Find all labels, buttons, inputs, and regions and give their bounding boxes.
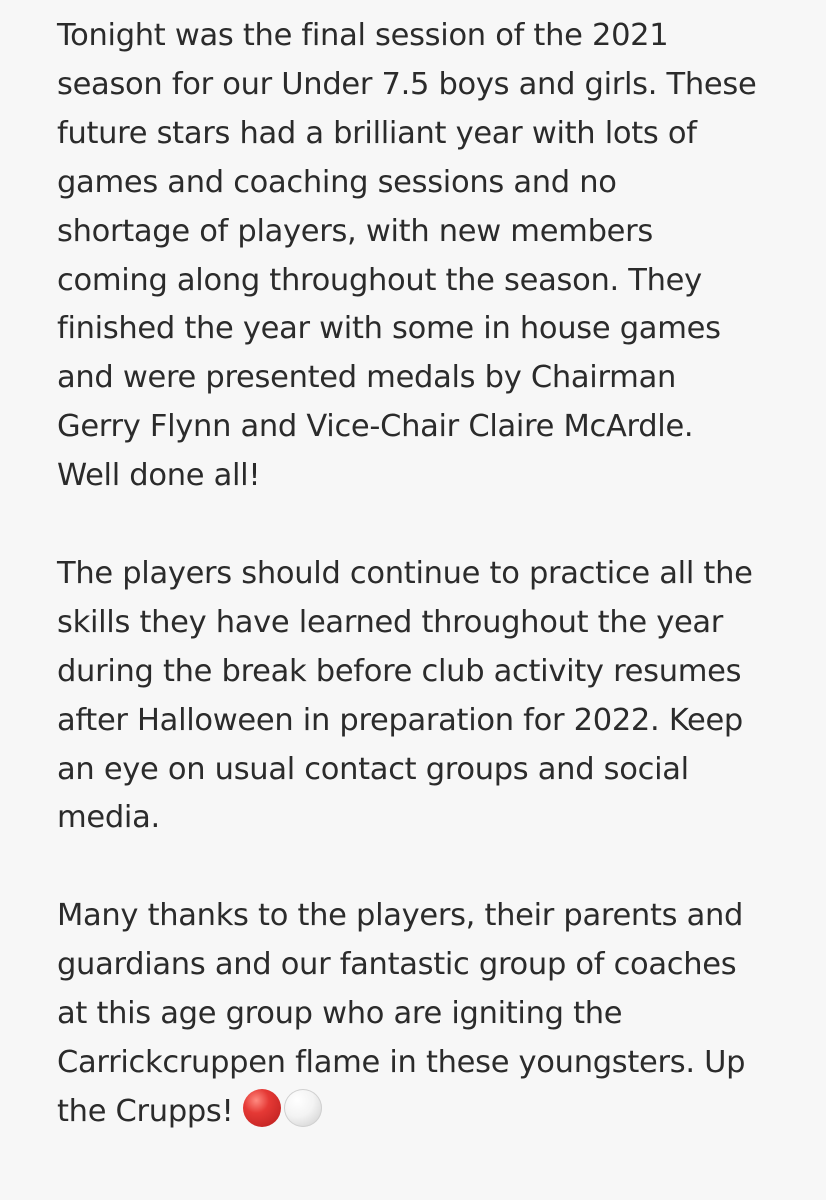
- text-line: at this age group who are igniting the: [57, 996, 623, 1032]
- paragraph-gap: [57, 501, 797, 550]
- text-line: Tonight was the final session of the 2021: [57, 18, 669, 53]
- paragraph-thanks: [57, 892, 797, 1137]
- paragraph-season-summary: [57, 12, 797, 501]
- white-circle-icon: [284, 1089, 322, 1127]
- text-line: The players should continue to practice all the: [57, 555, 753, 591]
- text-line: coming along throughout the season. They: [57, 262, 702, 298]
- red-circle-icon: [243, 1089, 281, 1127]
- text-line: Well done all!: [57, 458, 261, 494]
- text-line: media.: [57, 800, 160, 836]
- text-line: during the break before club activity resumes: [57, 653, 742, 689]
- text-line: Gerry Flynn and Vice-Chair Claire McArdle.: [57, 409, 694, 445]
- text-line-with-emoji: [57, 1088, 797, 1137]
- text-line: an eye on usual contact groups and social: [57, 751, 689, 787]
- text-line: after Halloween in preparation for 2022. Keep: [57, 702, 743, 738]
- text-line: shortage of players, with new members: [57, 213, 653, 249]
- text-line: future stars had a brilliant year with lots of: [57, 115, 697, 151]
- text-line: season for our Under 7.5 boys and girls. These: [57, 66, 757, 102]
- note-body: [57, 12, 797, 1137]
- closing-text: the Crupps!: [57, 1093, 234, 1129]
- paragraph-gap: [57, 843, 797, 892]
- text-line: finished the year with some in house games: [57, 311, 721, 347]
- text-line: guardians and our fantastic group of coaches: [57, 947, 737, 983]
- text-line: Carrickcruppen flame in these youngsters. Up: [57, 1045, 746, 1080]
- text-line: and were presented medals by Chairman: [57, 360, 676, 396]
- text-line: skills they have learned throughout the year: [57, 604, 724, 640]
- text-line: Many thanks to the players, their parents and: [57, 898, 744, 934]
- text-line: games and coaching sessions and no: [57, 164, 617, 200]
- paragraph-practice: [57, 550, 797, 843]
